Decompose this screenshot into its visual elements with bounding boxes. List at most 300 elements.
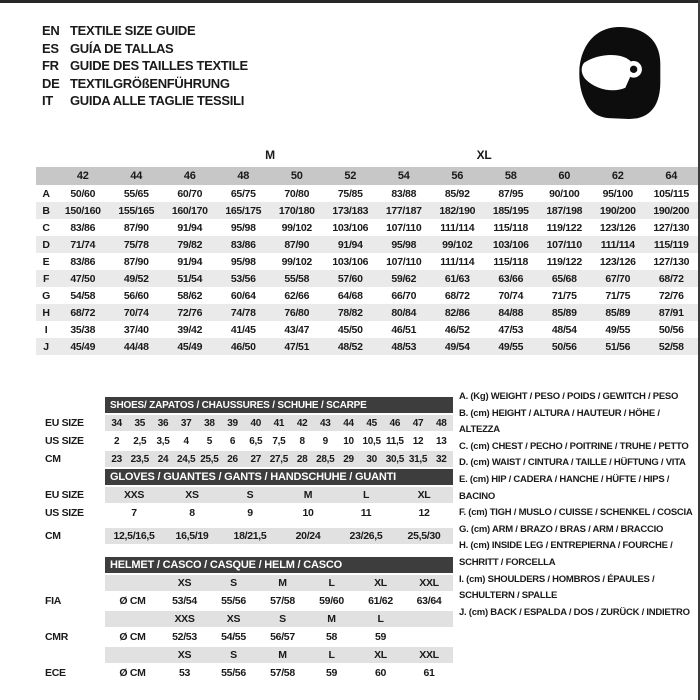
measure-row-letter: E [42,255,50,268]
size-value-cell: 72/76 [163,304,217,321]
size-value-cell: 190/200 [591,202,645,219]
legend-item: A. (Kg) WEIGHT / PESO / POIDS / GEWITCH / PESO [459,391,679,402]
size-value-cell: 65/68 [538,270,592,287]
size-value-cell: 103/106 [332,221,369,234]
measure-row-D [36,236,698,253]
row-label: CM [45,526,105,544]
size-value-cell: 53/56 [217,270,271,287]
size-value-cell: 79/82 [163,236,217,253]
size-value-cell: 23,5 [128,449,151,467]
size-number-cell: 54 [377,166,431,185]
measure-row-letter: C [42,221,50,234]
size-value-cell: L [307,573,356,591]
size-value-cell: 25,5 [198,449,221,467]
size-value-cell: 23 [105,449,128,467]
size-value-cell: 71/75 [605,289,631,302]
size-value-cell: 83/88 [391,187,417,200]
size-value-cell: 99/102 [281,255,312,268]
language-title: GUÍA DE TALLAS [70,40,174,56]
size-value-cell: 46/50 [217,338,271,355]
legend-item: E. (cm) HIP / CADERA / HANCHE / HÜFTE / HIPS / BACINO [459,473,670,502]
language-code: EN [42,23,60,38]
size-value-cell: 53 [160,663,209,681]
size-value-cell: 41/45 [230,323,256,336]
size-value-cell: 49/52 [110,270,164,287]
section-header-spacer [45,395,105,413]
size-value-cell: 58 [307,627,356,645]
size-value-cell: 75/78 [110,236,164,253]
size-number-cell: 60 [538,166,592,185]
size-value-cell: 20/24 [279,526,337,544]
size-value-cell: XL [356,573,405,591]
size-value-cell: 49/54 [431,338,485,355]
size-value-cell: 99/102 [431,236,485,253]
row-label: CM [45,449,105,467]
size-value-cell: 91/94 [324,236,378,253]
size-value-cell: M [279,485,337,503]
size-value-cell: 177/187 [377,202,431,219]
size-value-cell: 64/68 [337,289,363,302]
size-value-cell: M [307,609,356,627]
size-value-cell: 78/82 [324,304,378,321]
measure-row-letter: G [42,289,50,302]
size-number-cell: 48 [217,166,271,185]
measure-row-C [36,219,698,236]
size-value-cell: 115/118 [493,255,529,268]
legend-item: G. (cm) ARM / BRAZO / BRAS / ARM / BRACCIO [459,523,664,535]
size-value-cell: 87/95 [498,187,524,200]
row-label [45,645,105,663]
size-value-cell: 74/78 [217,304,271,321]
helmet-size-label-row [45,573,453,591]
size-value-cell: 44/48 [110,338,164,355]
size-value-cell: 85/92 [444,187,470,200]
size-value-cell: 45/49 [56,338,110,355]
measure-row-letter: F [36,270,56,287]
size-value-cell: 12 [406,431,429,449]
size-value-cell: 50/60 [70,187,96,200]
size-value-cell: 60/64 [230,289,256,302]
section-header-row [45,555,453,573]
unit-cell [105,609,160,627]
size-value-cell: S [209,645,258,663]
helmet-size-table [45,555,453,681]
size-value-cell: 70/74 [110,304,164,321]
size-value-cell: 95/98 [377,236,431,253]
size-value-cell: 26 [221,449,244,467]
language-title: TEXTILGRÖßENFÜHRUNG [70,75,230,91]
size-value-cell: 45/50 [337,323,363,336]
size-value-cell: 7,5 [267,431,290,449]
size-value-cell: 63/64 [405,591,453,609]
measure-row-B [36,202,698,219]
unit-cell: Ø CM [105,627,160,645]
language-code: FR [42,58,59,74]
size-value-cell: 87/91 [645,304,699,321]
size-value-cell: 52/58 [645,338,699,355]
measurement-legend [459,389,700,621]
size-value-cell: XXS [160,609,209,627]
textile-size-table-container [36,145,698,355]
size-value-cell: 95/98 [230,221,256,234]
size-value-cell: 60 [356,663,405,681]
size-value-cell: XS [209,609,258,627]
size-value-cell: 68/72 [56,304,110,321]
size-group-l: L [324,145,431,166]
size-value-cell: 54/58 [70,289,96,302]
size-value-cell: 61/62 [356,591,405,609]
measure-row-letter: I [44,323,48,336]
gloves-row-us-size [45,503,453,521]
measure-row-I [36,321,698,338]
size-value-cell: 51/54 [163,270,217,287]
size-value-cell: 45 [360,413,383,431]
size-value-cell: 66/70 [391,289,417,302]
size-value-cell: 87/90 [123,255,149,268]
shoes-size-table [45,395,453,467]
size-value-cell: 61/63 [431,270,485,287]
size-number-cell: 52 [324,166,378,185]
size-value-cell: XS [160,573,209,591]
size-value-cell: 80/84 [377,304,431,321]
gloves-row-cm [45,526,453,544]
size-value-cell: 56/57 [258,627,307,645]
size-value-cell: 95/100 [602,187,633,200]
size-value-cell: 44 [337,413,360,431]
size-value-cell: 59/62 [377,270,431,287]
size-value-cell: 3,5 [151,431,174,449]
size-value-cell: 57/58 [258,663,307,681]
size-value-cell: 59 [307,663,356,681]
size-value-cell: XXL [405,645,453,663]
size-value-cell: 103/106 [484,236,538,253]
size-value-cell: 54/55 [209,627,258,645]
size-value-cell: 56/60 [123,289,149,302]
section-header-spacer [45,467,105,485]
shoes-row-eu-size [45,413,453,431]
size-value-cell: 13 [430,431,453,449]
size-value-cell: 24 [151,449,174,467]
section-header-row [45,467,453,485]
size-value-cell: 8 [291,431,314,449]
size-value-cell: 47/53 [498,323,524,336]
size-value-cell: 2,5 [128,431,151,449]
size-value-cell: 123/126 [599,255,636,268]
unit-cell [105,645,160,663]
size-value-cell: 41 [267,413,290,431]
size-value-cell: XXL [405,573,453,591]
row-label: EU SIZE [45,413,105,431]
size-value-cell: 123/126 [599,221,636,234]
racing-helmet-icon [572,24,664,122]
size-value-cell: 70/80 [284,187,310,200]
size-value-cell: 47 [406,413,429,431]
size-value-cell: M [258,573,307,591]
size-number-cell: 42 [56,166,110,185]
size-value-cell: 48/53 [377,338,431,355]
size-value-cell: 31,5 [406,449,429,467]
legend-item: J. (cm) BACK / ESPALDA / DOS / ZURÜCK / INDIETRO [459,606,690,618]
size-number-cell: 64 [645,166,699,185]
size-value-cell: 76/80 [270,304,324,321]
size-value-cell: 52/53 [160,627,209,645]
measure-row-H [36,304,698,321]
row-label: EU SIZE [45,485,105,503]
size-value-cell: 83/86 [70,221,96,234]
size-value-cell: 6 [221,431,244,449]
size-value-cell: 38 [198,413,221,431]
language-row [42,75,248,93]
size-value-cell: 7 [105,503,163,521]
measure-row-letter: H [36,304,56,321]
size-value-cell: 35 [128,413,151,431]
language-code: DE [42,75,60,91]
size-value-cell: 55/65 [123,187,149,200]
language-title: TEXTILE SIZE GUIDE [70,23,196,38]
size-value-cell: 45/49 [163,338,217,355]
size-value-cell: 9 [314,431,337,449]
size-value-cell: 40 [244,413,267,431]
size-value-cell: 28 [291,449,314,467]
measure-row-G [36,287,698,304]
size-value-cell: 111/114 [591,236,645,253]
measure-row-E [36,253,698,270]
size-value-cell: 91/94 [177,221,203,234]
unit-cell: Ø CM [105,591,160,609]
size-value-cell: 83/86 [217,236,271,253]
language-title: GUIDE DES TAILLES TEXTILE [70,58,248,74]
size-number-cell: 62 [591,166,645,185]
size-value-cell: 12,5/16,5 [105,526,163,544]
legend-item: C. (cm) CHEST / PECHO / POITRINE / TRUHE / PETTO [459,440,689,452]
row-label: US SIZE [45,431,105,449]
size-value-cell: 99/102 [281,221,312,234]
measure-row-letter: A [42,187,50,200]
size-value-cell: 182/190 [431,202,485,219]
legend-item: D. (cm) WAIST / CINTURA / TAILLE / HÜFTUNG / VITA [459,457,686,469]
size-value-cell: 36 [151,413,174,431]
size-value-cell: M [258,645,307,663]
size-value-cell: 115/118 [493,221,529,234]
legend-item: H. (cm) INSIDE LEG / ENTREPIERNA / FOURCHE / SCHRITT / FORCELLA [459,540,673,568]
size-value-cell: 119/122 [546,255,582,268]
size-value-cell: 67/70 [591,270,645,287]
size-value-cell: 30,5 [383,449,406,467]
row-label: FIA [45,591,105,609]
size-value-cell: 70/74 [498,289,524,302]
size-value-cell: 30 [360,449,383,467]
size-value-cell: 10 [279,503,337,521]
size-value-cell: 9 [221,503,279,521]
size-value-cell: 115/119 [645,236,699,253]
size-value-cell: 173/183 [324,202,378,219]
size-value-cell: 35/38 [70,323,96,336]
size-value-cell: 187/198 [538,202,592,219]
size-value-cell: 165/175 [217,202,271,219]
size-value-cell: XS [160,645,209,663]
size-value-cell: 119/122 [546,221,582,234]
size-value-cell: 10,5 [360,431,383,449]
size-value-cell: 11 [337,503,395,521]
size-group-m: M [217,145,324,166]
measure-row-letter: B [36,202,56,219]
language-code: IT [42,93,53,109]
size-value-cell: 111/114 [440,221,475,234]
size-value-cell: XL [395,485,453,503]
size-group-spacer [36,145,110,166]
size-value-cell: 58/62 [177,289,203,302]
row-label [45,573,105,591]
size-value-cell: 95/98 [230,255,256,268]
measure-row-J [36,338,698,355]
size-value-cell: 37/40 [123,323,149,336]
size-value-cell: 16,5/19 [163,526,221,544]
size-number-cell: 44 [110,166,164,185]
size-value-cell: 71/75 [551,289,577,302]
language-row [42,92,248,110]
gloves-title: GLOVES / GUANTES / GANTS / HANDSCHUHE / GUANTI [105,467,453,485]
size-value-cell: 85/89 [591,304,645,321]
language-row [42,57,248,75]
size-value-cell: 47/51 [270,338,324,355]
size-value-cell: 43/47 [284,323,310,336]
size-value-cell: 55/56 [209,591,258,609]
size-value-cell: 105/115 [653,187,689,200]
size-value-cell: 82/86 [431,304,485,321]
size-group-xxl: XXL [538,145,645,166]
size-number-cell: 46 [163,166,217,185]
size-number-cell: 58 [484,166,538,185]
size-number-cell: 50 [270,166,324,185]
size-value-cell: 57/60 [324,270,378,287]
shoes-row-us-size [45,431,453,449]
language-row [42,40,248,58]
size-value-cell: 190/200 [645,202,699,219]
size-group-row [36,145,698,166]
unit-cell [105,573,160,591]
size-value-cell: 87/90 [123,221,149,234]
language-row [42,22,248,40]
size-value-cell: 4 [175,431,198,449]
size-value-cell: 46/52 [444,323,470,336]
size-value-cell: XS [163,485,221,503]
textile-size-table [36,145,698,355]
helmet-row-ece [45,663,453,681]
gloves-size-table [45,467,453,544]
size-value-cell: 83/86 [70,255,96,268]
size-value-cell: 23/26,5 [337,526,395,544]
size-value-cell: 10 [337,431,360,449]
size-value-cell: S [221,485,279,503]
helmet-title: HELMET / CASCO / CASQUE / HELM / CASCO [105,555,453,573]
size-value-cell: 24,5 [175,449,198,467]
size-value-cell: 63/66 [484,270,538,287]
helmet-size-label-row [45,609,453,627]
size-value-cell: 160/170 [163,202,217,219]
size-value-cell: 49/55 [484,338,538,355]
size-value-cell: 27 [244,449,267,467]
section-header-row [45,395,453,413]
language-code: ES [42,40,59,56]
size-value-cell: 48/52 [324,338,378,355]
measure-row-F [36,270,698,287]
shoes-row-cm [45,449,453,467]
size-value-cell: 2 [105,431,128,449]
size-value-cell: S [258,609,307,627]
size-group-xl: XL [431,145,538,166]
size-value-cell: L [337,485,395,503]
racing-helmet-icon-svg [572,24,664,122]
size-value-cell: 150/160 [56,202,110,219]
helmet-size-label-row [45,645,453,663]
size-value-cell: 68/72 [444,289,470,302]
size-value-cell: XXS [105,485,163,503]
legend-item: B. (cm) HEIGHT / ALTURA / HAUTEUR / HÖHE / ALTEZZA [459,407,660,436]
size-value-cell [405,627,453,645]
size-value-cell: L [356,609,405,627]
size-value-cell: 111/114 [440,255,475,268]
size-value-cell: 185/195 [484,202,538,219]
size-value-cell: 29 [337,449,360,467]
size-value-cell: 57/58 [258,591,307,609]
size-value-cell: 107/110 [386,221,422,234]
size-value-cell: 170/180 [270,202,324,219]
size-value-cell: 51/56 [591,338,645,355]
size-value-cell: 55/58 [270,270,324,287]
size-value-cell: XL [356,645,405,663]
size-value-cell: 107/110 [386,255,422,268]
size-value-cell [405,609,453,627]
size-number-spacer [36,166,56,185]
size-value-cell: 127/130 [653,221,690,234]
size-number-row [36,166,698,185]
size-value-cell: 155/165 [110,202,164,219]
size-value-cell: 50/56 [538,338,592,355]
row-label: US SIZE [45,503,105,521]
helmet-row-fia [45,591,453,609]
size-value-cell: 47/50 [56,270,110,287]
size-value-cell: 27,5 [267,449,290,467]
size-value-cell: 87/90 [270,236,324,253]
size-value-cell: 75/85 [337,187,363,200]
measure-row-letter: J [36,338,56,355]
size-value-cell: 12 [395,503,453,521]
size-value-cell: 49/55 [605,323,631,336]
size-value-cell: 8 [163,503,221,521]
language-title: GUIDA ALLE TAGLIE TESSILI [70,93,245,109]
size-value-cell: 103/106 [332,255,369,268]
size-value-cell: 127/130 [653,255,690,268]
language-list [42,22,248,110]
size-value-cell: 32 [430,449,453,467]
legend-item: I. (cm) SHOULDERS / HOMBROS / ÉPAULES / SCHULTERN / SPALLE [459,573,655,602]
size-value-cell: 85/89 [538,304,592,321]
size-value-cell: 55/56 [209,663,258,681]
helmet-row-cmr [45,627,453,645]
size-value-cell: 39/42 [177,323,203,336]
size-value-cell: 39 [221,413,244,431]
size-value-cell: 53/54 [160,591,209,609]
size-value-cell: 60/70 [177,187,203,200]
size-value-cell: 65/75 [230,187,256,200]
size-value-cell: 6,5 [244,431,267,449]
shoes-title: SHOES/ ZAPATOS / CHAUSSURES / SCHUHE / SCARPE [105,395,453,413]
size-value-cell: 107/110 [538,236,592,253]
size-value-cell: 11,5 [383,431,406,449]
size-group-spacer [645,145,699,166]
row-label: CMR [45,627,105,645]
size-number-cell: 56 [431,166,485,185]
